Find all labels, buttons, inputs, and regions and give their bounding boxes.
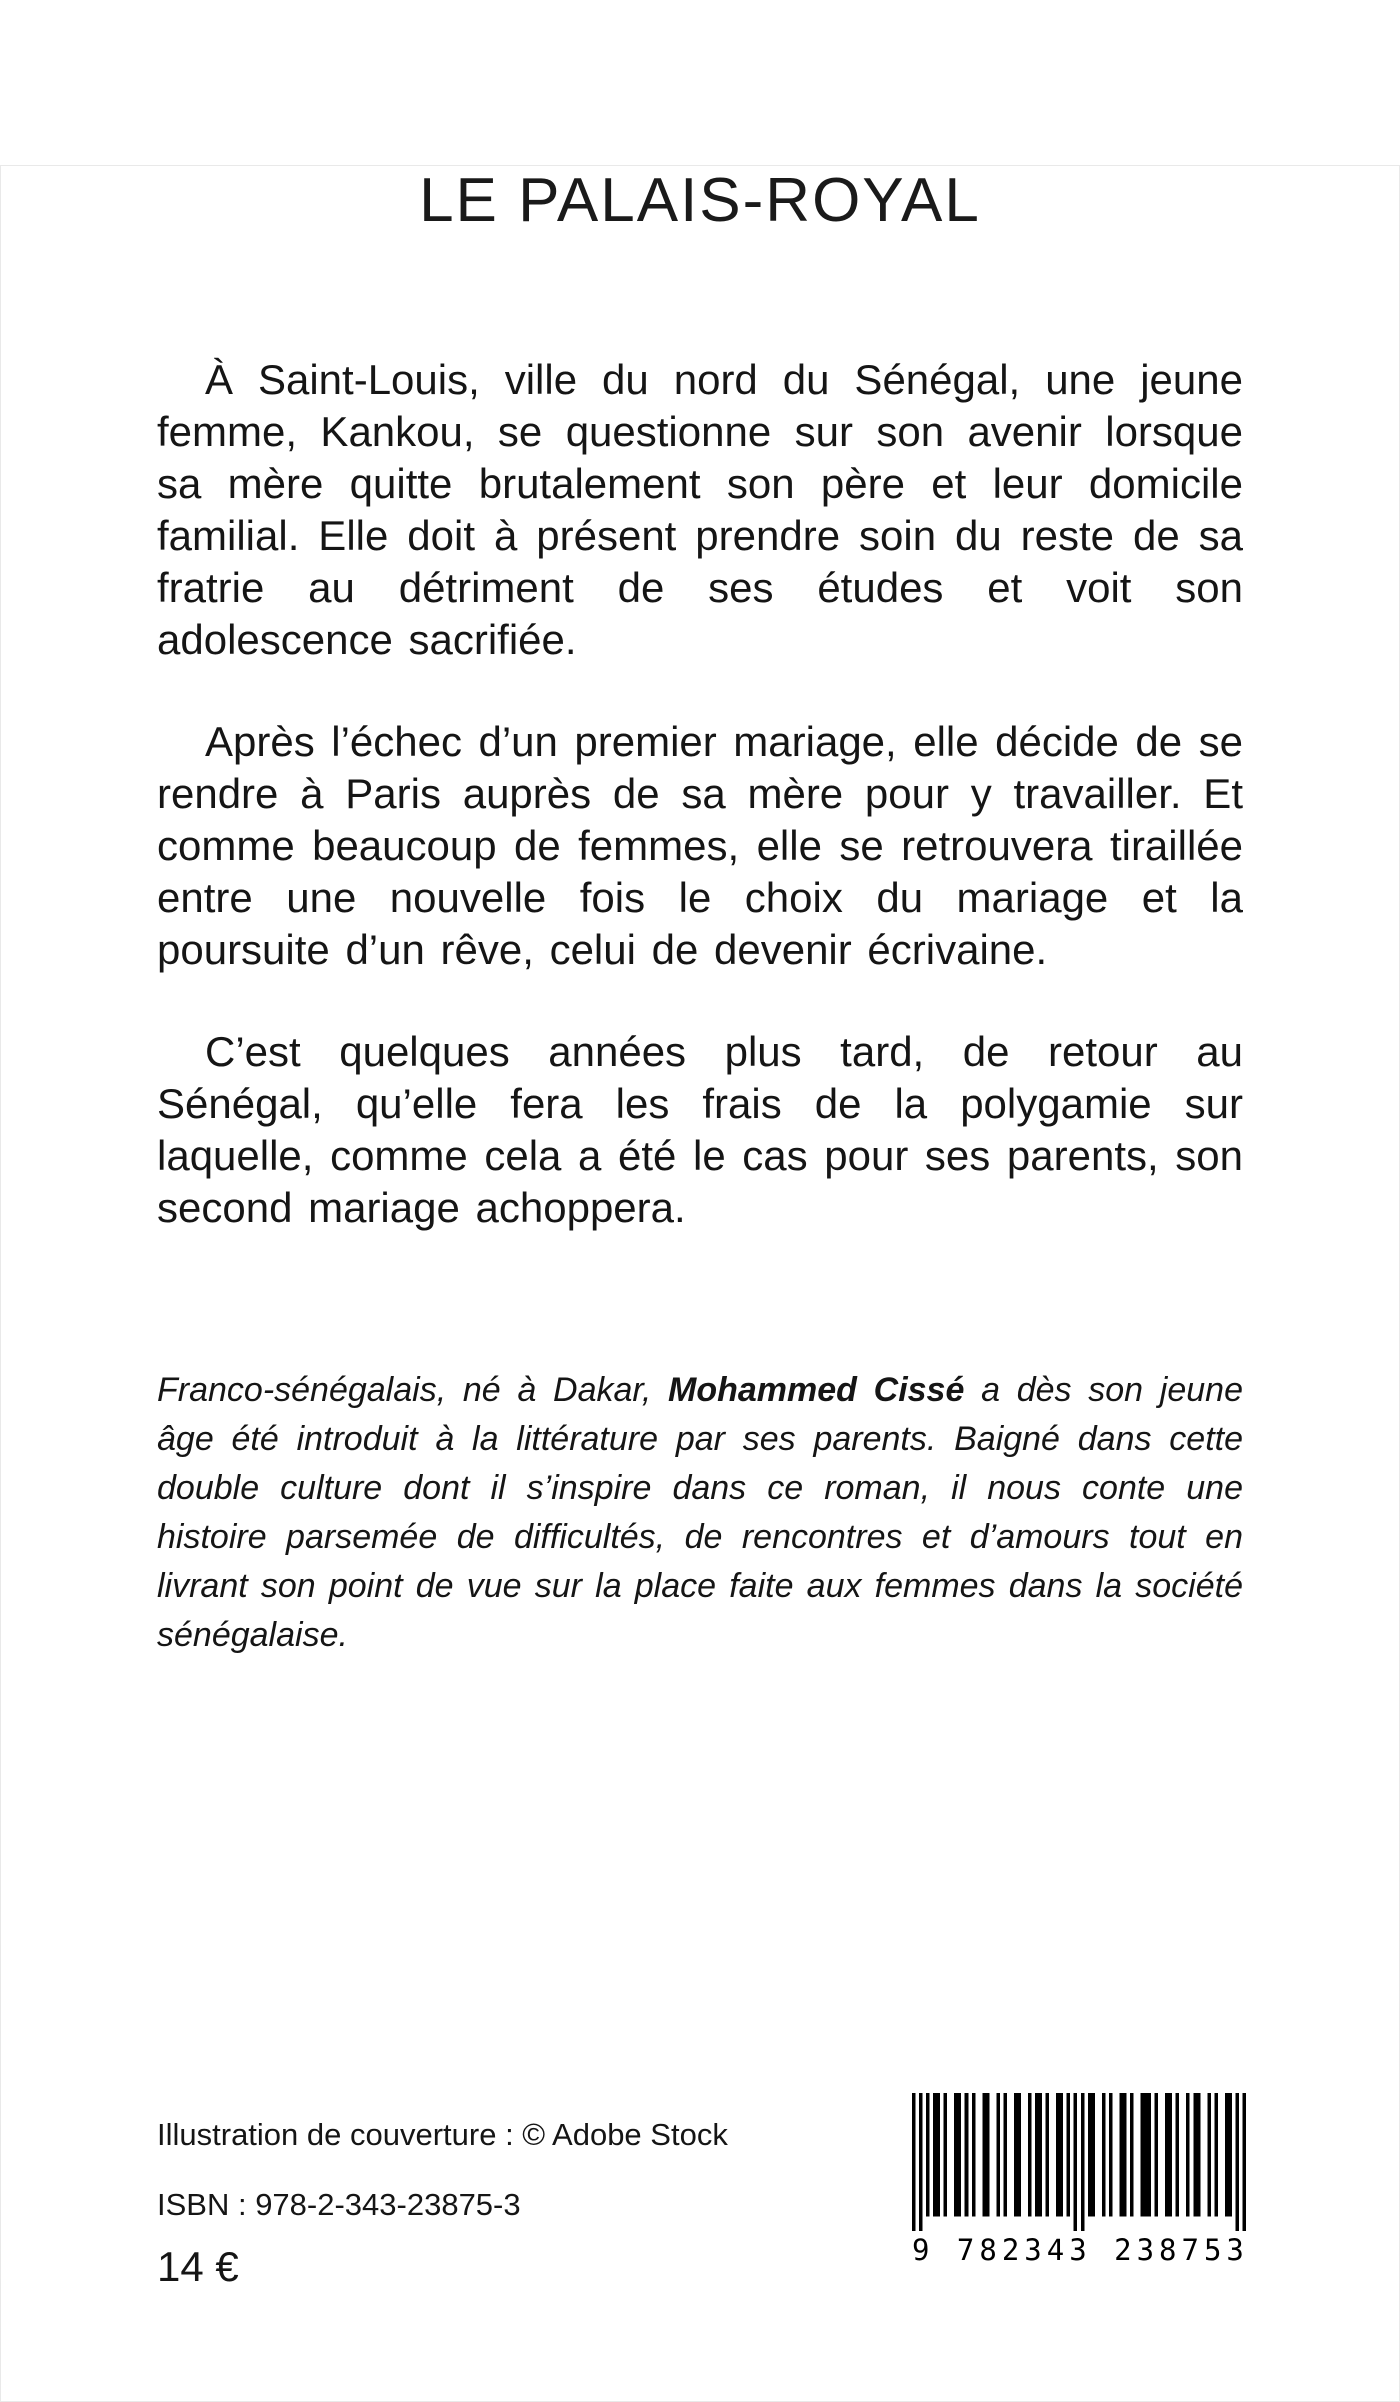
bio-text-after: a dès son jeune âge été introduit à la littérature par ses parents. Baigné dans cette double culture dont il s’inspire dans ce roman, il nous conte une histoire parsemée de difficultés, de rencontres et d’amours tout en livrant son point de vue sur la place faite aux femmes dans la société sénégalaise. [157,1371,1243,1654]
barcode-bars-icon [912,2093,1246,2231]
book-back-cover [0,165,1400,1660]
synopsis-paragraph-1: À Saint-Louis, ville du nord du Sénégal, une jeune femme, Kankou, se questionne sur son avenir lorsque sa mère quitte brutalement son père et leur domicile familial. Elle doit à présent prendre soin du reste de sa fratrie au détriment de ses études et voit son adolescence sacrifiée. [157,356,1243,663]
isbn: ISBN : 978-2-343-23875-3 [157,2187,521,2222]
synopsis-paragraph-2: Après l’échec d’un premier mariage, elle décide de se rendre à Paris auprès de sa mère pour y travailler. Et comme beaucoup de femmes, elle se retrouvera tiraillée entre une nouvelle fois le choix du mariage et la poursuite d’un rêve, celui de devenir écrivaine. [157,718,1243,973]
synopsis [157,354,1243,1234]
author-name: Mohammed Cissé [668,1371,965,1409]
synopsis-paragraph-3: C’est quelques années plus tard, de retour au Sénégal, qu’elle fera les frais de la polygamie sur laquelle, comme cela a été le cas pour ses parents, son second mariage achoppera. [157,1028,1243,1231]
illustration-credit: Illustration de couverture : © Adobe Stock [157,2117,728,2152]
price: 14 € [157,2243,239,2290]
book-title: LE PALAIS-ROYAL [419,166,981,235]
author-bio [157,1366,1243,1660]
barcode [912,2093,1249,2267]
bio-text-before: Franco-sénégalais, né à Dakar, [157,1371,669,1409]
barcode-number: 9 782343 238753 [912,2233,1249,2267]
